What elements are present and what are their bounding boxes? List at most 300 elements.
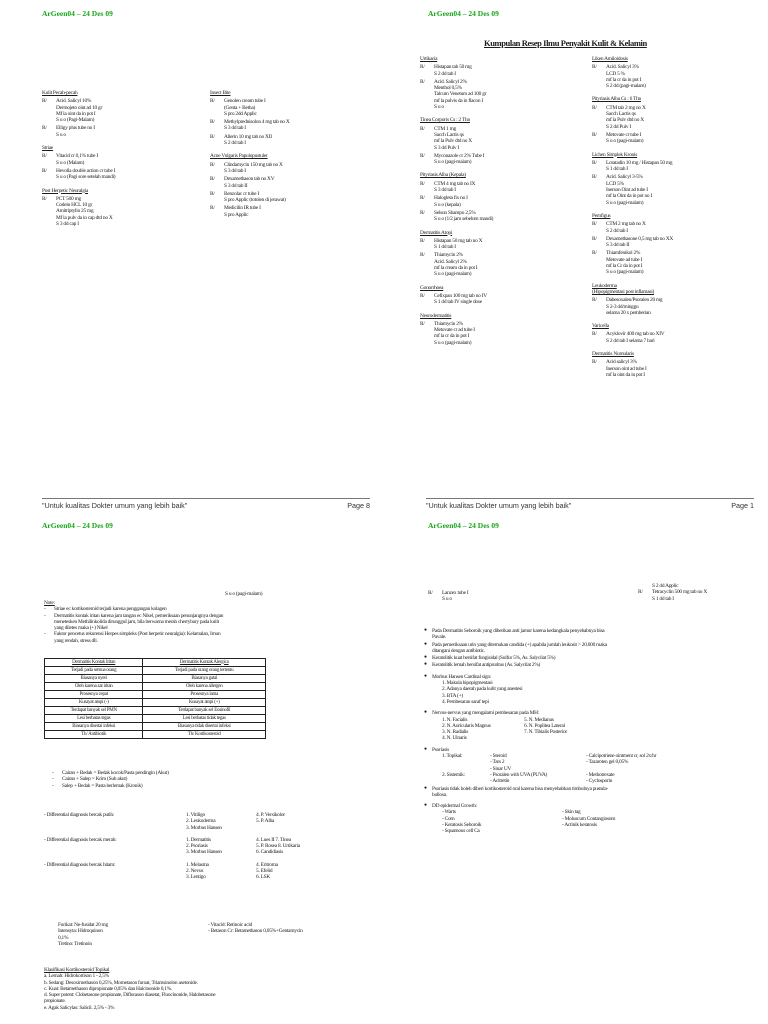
note-line: yang rendah, stress dll. (54, 637, 98, 644)
table-cell: Prosesnya lama (143, 691, 266, 699)
recipe-symbol: R/ (210, 176, 215, 183)
prescription-item (592, 105, 762, 130)
note-text (54, 613, 223, 632)
section-subtitle: (Hipopigmentasi post inflamasi) (592, 288, 655, 295)
recipe-symbol: R/ (42, 195, 47, 202)
prescription-line: Tetracyclin 500 mg tab no X (652, 589, 707, 596)
recipe-symbol: R/ (592, 64, 597, 71)
prescription-lines (606, 359, 762, 378)
clinical-note (424, 747, 758, 785)
prescription-line: Acid. Salicyl 2% (434, 258, 467, 265)
prescription-line: S u o (pagi-malam) (434, 271, 472, 278)
prescription-line: Codein HCL 10 gr (56, 202, 93, 209)
table-row (45, 683, 266, 691)
prescription-item (42, 153, 192, 166)
prescription-top-right (638, 583, 707, 602)
diagnosis-item: 4. Eritroma (256, 861, 278, 868)
page-footer (42, 498, 370, 510)
recipe-symbol: R/ (420, 320, 425, 327)
dermatitis-comparison-table (44, 658, 266, 739)
bullet-circle-icon: ● (424, 673, 427, 679)
classification-title: Klasifikasi Kortikosteroid Topikal (44, 967, 110, 973)
prescription-section (42, 188, 192, 228)
section-title: Leukoderma (592, 282, 617, 289)
clinical-note-text (432, 662, 758, 668)
growth-item: - Actinik keratosis (562, 822, 597, 829)
section-title: Liken Amiloidosis (592, 56, 628, 62)
recipe-symbol: R/ (210, 161, 215, 168)
clinical-note (424, 655, 758, 661)
prescription-line: Mf la oint da in pot I (56, 110, 96, 117)
prescription-item (420, 79, 580, 110)
prescription-line: Metovate ad tube I (606, 256, 643, 263)
prescription-line: S 2 dd tab I (224, 140, 246, 147)
prescription-lines (434, 321, 580, 346)
nerve-item: 1. N. Facialis (442, 716, 468, 723)
drug-left: Tretino: Tretinoin (58, 940, 92, 947)
prescription-line: Loratadin 10 mg / Histapan 50 mg (606, 159, 673, 166)
growth-item: - Skin tag (562, 809, 581, 816)
prescription-lines (434, 210, 580, 223)
prescription-top-left: R/ Lanzex tube I S u o (428, 590, 548, 603)
prescription-item (592, 132, 762, 145)
note-line: Psoriasis (432, 746, 449, 753)
prescription-line: S pro 2dd Applic (224, 110, 257, 117)
prescription-line: S u o (1/2 jam sebelum mandi) (434, 216, 494, 223)
prescription-section (592, 56, 762, 89)
table-cell: Oleh karena zat iritan (45, 683, 143, 691)
prescription-line: S u o (Malam) (56, 159, 85, 166)
prescription-line: S 2 dd Pulv I (606, 123, 631, 130)
prescription-lines (224, 119, 370, 132)
prescription-line: Sacch Lactis qs (434, 131, 464, 138)
prescription-section (592, 152, 762, 206)
prescription-line: S 3 dd tab I (434, 187, 456, 194)
section-title: Dermatitis Atopi (420, 229, 453, 236)
table-cell: Th/ Antibiotik (45, 731, 143, 739)
prescription-lines (434, 126, 580, 151)
prescription-line: Acid. Salicyl 10% (56, 98, 92, 105)
note-line: DD epidermal Growth: (432, 803, 478, 810)
prescription-section (420, 56, 580, 110)
prescription-line: Cefixpan 100 mg tab no IV (434, 292, 487, 299)
therapy-item: - Cyclosporin (586, 778, 613, 785)
nerve-item: 3. N. Radialis (442, 729, 469, 736)
prescription-column-left (420, 56, 580, 346)
prescription-column-left (42, 90, 192, 227)
prescription-line: S 2 dd Applic (652, 583, 679, 589)
prescription-line: Mf la pulv da in cap dtd no X (56, 214, 113, 221)
note-line: Psoriasis tidak boleh diberi kortikosteroid oral karena bisa menyebabkan timbulnya pustula- (432, 785, 609, 792)
differential-row (44, 812, 374, 831)
prescription-line: S 3 dd Pulv I (434, 144, 459, 151)
therapy-item: - Tazaroten gel 0,05% (586, 759, 629, 766)
clinical-note (424, 662, 758, 668)
classification-line: propionate. (44, 998, 66, 1005)
prescription-section (592, 96, 762, 144)
note-line: Morbus Hansen Cardinal sign: (432, 673, 492, 680)
therapy-type: 1. Topikal: (442, 753, 463, 760)
prescription-item (210, 119, 370, 132)
recipe-symbol: R/ (210, 98, 215, 105)
differential-label: - Differential diagnosis bercak merah: (44, 836, 117, 843)
differential-col-2 (256, 812, 374, 831)
clinical-note-text (432, 747, 758, 785)
bullet-dash: - (52, 776, 54, 783)
diagnosis-item: 3. Morbus Hansen (186, 824, 222, 831)
prescription-line: mf la cream da in pot I (434, 265, 478, 272)
section-title: Post Herpetic Neuralgia (42, 187, 89, 194)
prescription-line: Sacch Lactis qs (606, 111, 636, 118)
note-item (44, 613, 374, 632)
table-cell: Biasanya tidak disertai infeksi (143, 723, 266, 731)
prescription-item (420, 153, 580, 166)
growth-item: - Warts (442, 809, 456, 816)
note-line: Pada pemeriksaan urin yang ditemukan candida (+) apabila jumlah leukosit > 20.000 maka (432, 641, 607, 648)
diagnosis-item: 1. Vitiligo (186, 812, 205, 818)
prescription-line-row (638, 596, 707, 602)
section-title: Neurodermatitis (420, 312, 452, 319)
recipe-symbol: R/ (42, 167, 47, 174)
clinical-note (424, 710, 758, 741)
prescription-line: Inerson Oint ad tube I (606, 187, 648, 194)
notes-title: Note: (44, 600, 55, 606)
bullet-circle-icon: ● (424, 662, 427, 668)
recipe-symbol: R/ (420, 125, 425, 132)
clinical-notes (424, 627, 758, 835)
growth-item: - Corn (442, 815, 455, 822)
prescription-line: Thiamycin 2% (434, 320, 463, 327)
bullet-dash: - (44, 612, 46, 619)
page-header: ArGeen04 – 24 Des 09 (42, 521, 113, 530)
section-title: Varicella (592, 323, 609, 330)
clinical-note (424, 674, 758, 705)
column-header: Dermatitis Kontak Alergica (143, 659, 266, 667)
prescription-line: Methylprednisolon 4 mg tab no X (224, 119, 290, 126)
notes-page (0, 512, 384, 1024)
prescription-line: Acyklovir 400 mg tab no XIV (606, 331, 665, 338)
note-line: menetesken Methilinkolida dirungguI jam, bila berwarna merah cherrybary pada kulit (54, 618, 219, 625)
prescription-line: Genolen cream tube I (224, 98, 266, 105)
clinical-note-text (432, 803, 758, 834)
prescription-line: S u o (pagi-malam) (434, 339, 472, 346)
prescription-line: Elligy plus tube no I (56, 125, 95, 132)
formula-list (52, 770, 372, 789)
diagnosis-item: 2. Psoriasis (186, 843, 208, 850)
prescription-line: Dexamethasone 0,5 mg tab no XX (606, 235, 674, 242)
prescription-lines (606, 174, 762, 205)
differential-row (44, 837, 374, 856)
bullet-circle-icon: ● (424, 655, 427, 661)
prescription-line: Histapan 50 mg tab no X (434, 237, 483, 244)
prescription-item (42, 196, 192, 227)
prescription-line: mf la Pulv dtd no X (606, 117, 644, 124)
prescription-lines (434, 79, 580, 110)
table-cell: Terdapat banyak sel PMN (45, 707, 143, 715)
recipe-symbol: R/ (210, 119, 215, 126)
recipe-symbol: R/ (210, 133, 215, 140)
prescription-line: S u o (pagi-malam) (606, 199, 644, 206)
sub-item: 3. BTA (+) (442, 692, 463, 699)
page-8 (0, 0, 384, 512)
prescription-line: PCT 500 mg (56, 195, 81, 202)
footer-quote: "Untuk kualitas Dokter umum yang lebih baik" (42, 501, 188, 510)
prescription-line: mf la Pulv dtd no X (434, 138, 472, 145)
prescription-line: mf la Cr da in pot I (606, 263, 643, 270)
bullet-circle-icon: ● (424, 628, 427, 633)
prescription-section (592, 323, 762, 344)
diagnosis-item: 2. Nevus (186, 868, 204, 875)
page-1 (384, 0, 768, 512)
prescription-lines (434, 64, 580, 77)
prescription-lines (434, 195, 580, 208)
note-line: bullosa. (432, 791, 447, 798)
page-header: ArGeen04 – 24 Des 09 (428, 521, 499, 530)
prescription-line: S u o (Pagi-Malam) (56, 117, 95, 124)
page-header: ArGeen04 – 24 Des 09 (428, 9, 499, 18)
table-cell: Kusayat atopi (-) (45, 699, 143, 707)
formula-text: Cairan + Salep = Krim (Sub akut) (62, 776, 128, 783)
classification-line: b. Sedang: Desoximethason 0,25%, Mometason furoat, Triamsinolon asetonide. (44, 979, 198, 986)
prescription-lines (606, 64, 762, 89)
classification-line: c. Kuat: Betamethason dipropionate 0,05% dan Halcinonide 0,1%. (44, 985, 173, 992)
prescription-item (420, 210, 580, 223)
prescription-lines (224, 191, 370, 204)
prescription-line: Acid. Salicyl 2% (434, 78, 467, 85)
prescription-line: Thiamfenikol 2% (606, 250, 641, 257)
clinical-note (424, 803, 758, 834)
formula-item (52, 783, 372, 789)
recipe-symbol: R/ (420, 180, 425, 187)
prescription-item (420, 126, 580, 151)
recipe-symbol: R/ (42, 125, 47, 132)
table-row (45, 723, 266, 731)
table-cell: Terjadi pada orang orang tertentu (143, 667, 266, 675)
note-line: Keratolitik lemah bersifat antipruritus (As. Salycilat 2%) (432, 662, 541, 669)
bullet-circle-icon: ● (424, 746, 427, 752)
recipe-symbol: R/ (420, 252, 425, 259)
prescription-line: mf la pulvis da in flacon I (434, 97, 483, 104)
growth-row (432, 828, 758, 834)
prescription-lines (224, 134, 370, 147)
prescription-line: S 2 dd tab I (606, 227, 628, 234)
bullet-circle-icon: ● (424, 641, 427, 647)
prescription-line: Benzolac cr tube I (224, 190, 259, 197)
diagnosis-item: 6. Candidiasis (256, 849, 284, 856)
therapy-item: - Psoralen with UVA (PUVA) (490, 771, 548, 778)
table-row (45, 699, 266, 707)
drug-left: Intensyta: Hidroquinon (58, 928, 103, 935)
table-cell: Terjadi pada semua orang (45, 667, 143, 675)
note-line: ditangani dengan antibiotic. (432, 647, 486, 654)
diagnosis-item: 1. Melasma (186, 861, 209, 868)
prescription-lines (434, 293, 580, 306)
prescription-lines (434, 252, 580, 277)
recipe-symbol: R/ (592, 174, 597, 181)
prescription-line: S u o (56, 131, 66, 138)
bullet-circle-icon: ● (424, 803, 427, 809)
prescription-line: Acid. Salicyl 3-5% (606, 174, 643, 181)
prescription-item (592, 297, 762, 316)
recipe-symbol: R/ (420, 152, 425, 159)
prescription-line: S u o (434, 104, 444, 111)
drug-left: Furikat: Ne-fusidat 20 mg (58, 922, 108, 928)
prescription-line: S 3 dd tab II (606, 242, 630, 249)
prescription-lines (606, 132, 762, 145)
prescription-item (592, 236, 762, 249)
diagnosis-item: 2. Leukoderma (186, 818, 216, 825)
recipe-symbol: R/ (420, 209, 425, 216)
recipe-symbol: R/ (420, 195, 425, 202)
drug-right: - Betason Cr: Betamethason 0,05%+Gentamycin (208, 928, 303, 935)
recipe-symbol: R/ (42, 153, 47, 160)
recipe-symbol: R/ (592, 104, 597, 111)
prescription-item (420, 238, 580, 251)
prescription-lines (606, 221, 762, 234)
prescription-line: (Genta + Betha) (224, 104, 256, 111)
prescription-line: Halogleta fix no I (434, 195, 468, 202)
note-line: Pavale. (432, 634, 446, 641)
prescription-item (420, 321, 580, 346)
table-row (45, 675, 266, 683)
diagnosis-item: 3. Lentigo (186, 874, 206, 881)
prescription-item (210, 176, 370, 189)
diagnosis-item: 6. LSK (256, 874, 271, 881)
nerve-item: 4. N. Ulnaris (442, 735, 467, 742)
prescription-line: S u o (pagi-malam) (606, 269, 644, 276)
clinical-note-text (432, 674, 758, 705)
clinical-note-text (432, 628, 758, 641)
note-line: Faktor pencetus rekurensi Herpes simpleks (Post herpetic neuralgia): Kelamalan, Imun (54, 631, 221, 638)
differential-diagnosis-list (44, 812, 374, 887)
page-header: ArGeen04 – 24 Des 09 (42, 9, 113, 18)
prescription-line: S u o (pagi-malam) (434, 159, 472, 166)
diagnosis-item: 5. P. Alba (256, 818, 275, 825)
document-title: Kumpulan Resep Ilmu Penyakit Kulit & Kelamin (484, 38, 647, 48)
prescription-lines (56, 153, 192, 166)
differential-col-2 (256, 837, 374, 856)
prescription-lines (224, 205, 370, 218)
prescription-line: S 2 dd (pagi-malam) (606, 83, 646, 90)
section-title: Kulit Pecah-pecah (42, 90, 78, 96)
therapy-item: - Sinar UV (490, 765, 512, 772)
recipe-symbol: R/ (592, 359, 597, 366)
bullet-dash: - (52, 770, 54, 776)
section-title: Pityriasis Alba (Kepala) (420, 172, 466, 179)
table-cell: Lesi berbatas tidak tegas (143, 715, 266, 723)
differential-row (44, 862, 374, 881)
prescription-line: Myconazole cr 2% Tube I (434, 152, 485, 159)
prescription-line: CTM 2 mg tab no X (606, 221, 646, 228)
recipe-symbol: R/ (592, 250, 597, 257)
prescription-item (42, 98, 192, 123)
nerve-item: 2. N. Auricularis Magnus (442, 722, 491, 729)
classification-line: a. Lemah: Hidrokortison 1 - 2,5% (44, 973, 109, 980)
therapy-row (432, 778, 758, 784)
therapy-item: - Calcipotriene ointment cr, sol 2x/hr (586, 753, 657, 760)
sub-item: 4. Pembesaran saraf tepi (442, 698, 489, 705)
diagnosis-item: 1. Dermatitis (186, 836, 211, 843)
drug-brand-list (58, 922, 378, 947)
notes-page-2 (384, 512, 768, 1024)
prescription-line: Talcum Venetum ad 100 gr (434, 91, 487, 98)
differential-col-1 (186, 862, 256, 881)
differential-col-1 (186, 812, 256, 831)
prescription-column-right (210, 90, 370, 218)
table-cell: Th/ Kortikosteroid (143, 731, 266, 739)
prescription-line: S 3 dd cap I (56, 221, 79, 228)
recipe-symbol: R/ (210, 190, 215, 197)
prescription-section (420, 285, 580, 306)
prescription-lines (56, 98, 192, 123)
page-number: Page 1 (731, 501, 754, 510)
prescription-item (592, 64, 762, 89)
therapy-item: - Methotrexate (586, 771, 615, 778)
growth-item: - Keratosis Seboroik (442, 822, 482, 829)
classification-line: d. Super potent: Clobetasone propionate, Diflorason diasetat, Fluocinonide, Halobetasone (44, 992, 216, 999)
prescription-item (210, 98, 370, 117)
recipe-symbol: R/ (592, 221, 597, 228)
dosage-line: S u o (pagi-malam) (225, 591, 263, 597)
recipe-symbol: R/ (592, 331, 597, 338)
differential-col-2 (256, 862, 374, 881)
recipe-symbol: R/ (420, 292, 425, 299)
clinical-note (424, 642, 758, 655)
prescription-section (210, 153, 370, 218)
prescription-section (420, 313, 580, 346)
prescription-item (592, 331, 762, 344)
clinical-note-text (432, 655, 758, 661)
prescription-lines (606, 160, 762, 173)
table-row (45, 715, 266, 723)
prescription-line: S pro Applic (224, 211, 249, 218)
recipe-symbol: R/ (592, 235, 597, 242)
prescription-lines (56, 168, 192, 181)
prescription-lines (224, 162, 370, 175)
prescription-item (42, 168, 192, 181)
clinical-note (424, 628, 758, 641)
prescription-item (592, 174, 762, 205)
prescription-item (420, 293, 580, 306)
table-cell: Kusayat atopi (+) (143, 699, 266, 707)
prescription-lines (606, 236, 762, 249)
prescription-line: S 1 dd tab IV single dose (434, 299, 482, 306)
prescription-item (210, 162, 370, 175)
prescription-line: Thiamycin 2% (434, 252, 463, 259)
growth-item: - Squamous cell Ca (442, 828, 480, 835)
section-title: Pityriasis Alba Cs : 6 Thn (592, 96, 641, 103)
recipe-symbol: R/ (638, 589, 643, 596)
corticosteroid-classification (44, 967, 378, 1011)
prescription-item (210, 205, 370, 218)
recipe-symbol: R/ (592, 297, 597, 304)
note-line: Nervus-nervus yang mengalami pembesaran pada MH: (432, 710, 540, 717)
prescription-line: Vitacid cr 0,1% tube I (56, 153, 98, 160)
prescription-line: mf la oint da in pot I (606, 371, 645, 378)
table-row (45, 731, 266, 739)
table-row (45, 691, 266, 699)
recipe-symbol: R/ (420, 78, 425, 85)
differential-label: - Differential diagnosis bercak hitam: (44, 861, 116, 868)
prescription-line: S u o (kepala) (434, 201, 461, 208)
nerve-item: 6. N. Poplitea Lateral (524, 722, 565, 729)
prescription-line: Metovate cr tube I (606, 131, 642, 138)
prescription-line: CTM tab 2 mg no X (606, 104, 646, 111)
prescription-item (420, 181, 580, 194)
note-item (44, 631, 374, 644)
therapy-type: 2. Sistemik: (442, 771, 465, 778)
prescription-lines (56, 196, 192, 227)
